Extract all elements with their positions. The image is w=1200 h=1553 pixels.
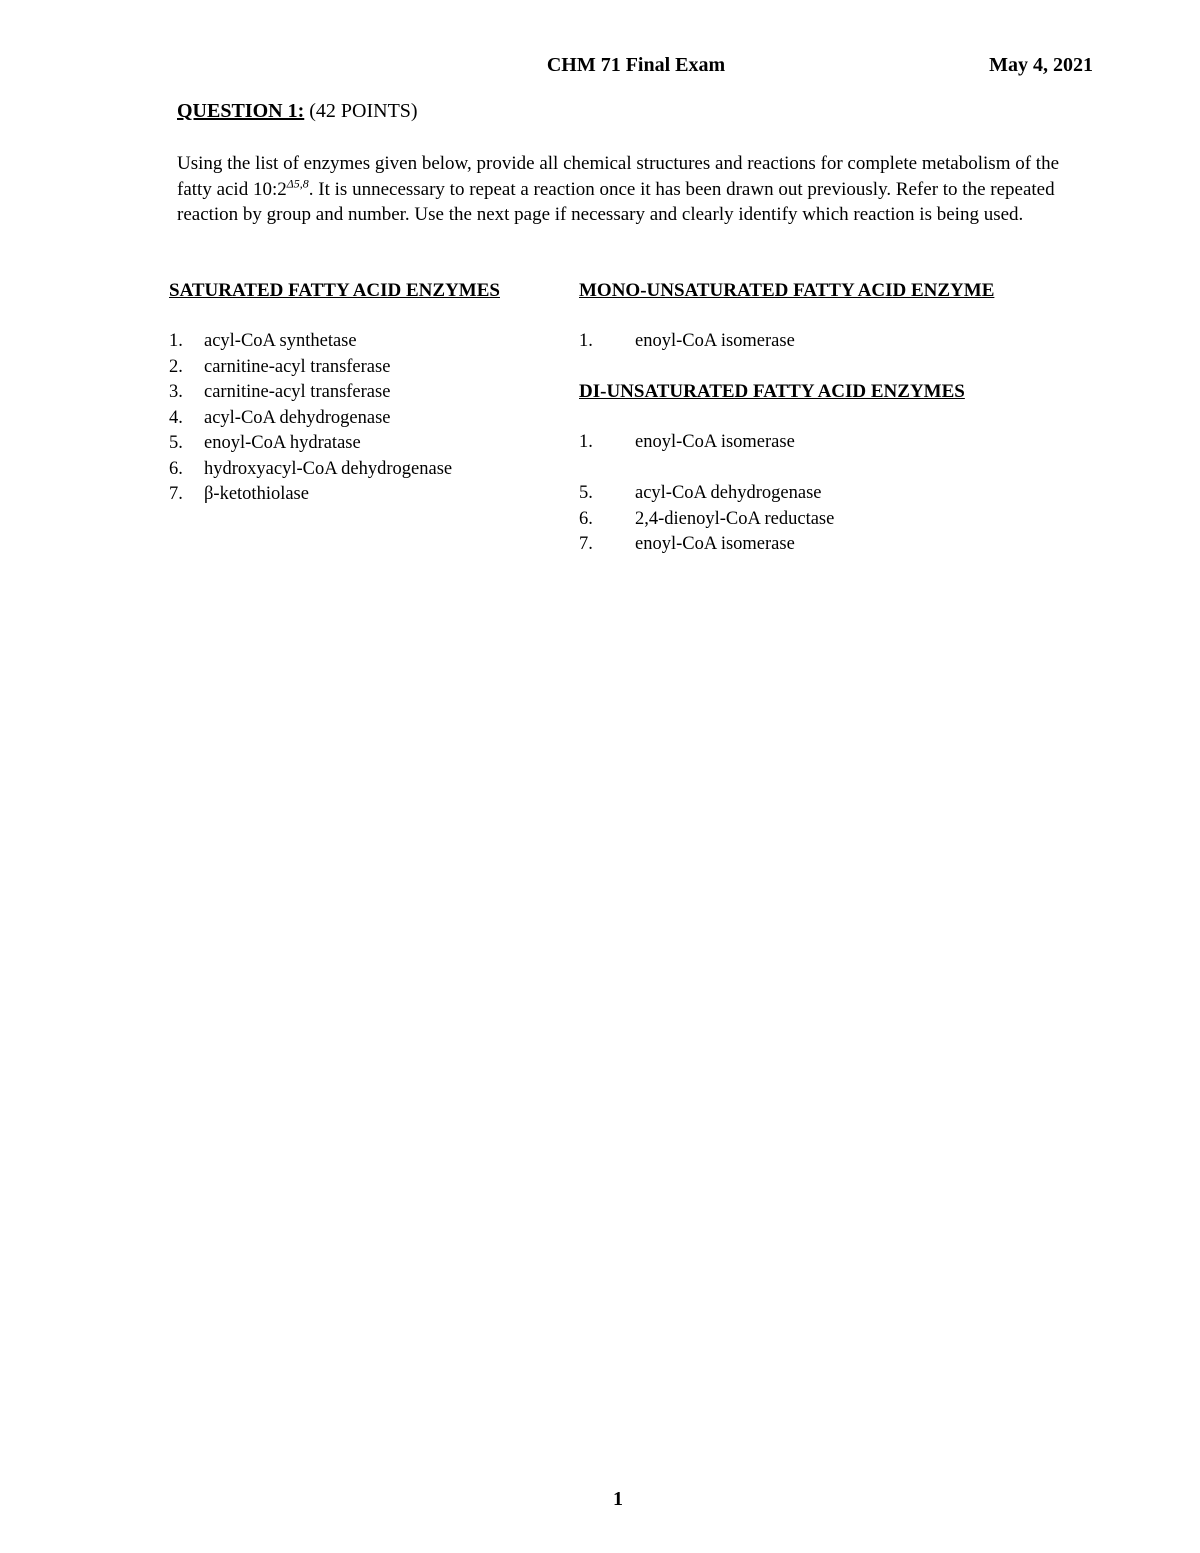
item-number: 1. — [579, 432, 593, 452]
enzyme-name: carnitine-acyl transferase — [204, 382, 391, 402]
question-points: (42 POINTS) — [309, 100, 418, 122]
di-unsaturated-enzyme-list — [579, 430, 999, 558]
list-item — [579, 532, 999, 558]
list-item — [169, 355, 549, 381]
enzyme-name: carnitine-acyl transferase — [204, 356, 391, 377]
question-instructions — [177, 151, 1067, 228]
list-item — [579, 507, 999, 533]
item-number: 6. — [579, 508, 593, 529]
instructions-text-before: Using the list of enzymes given below, provide all chemical structures and reactions for complete metabolism of the fatty acid 10:2 — [177, 153, 1060, 200]
item-number: 5. — [579, 483, 593, 503]
delta-superscript: Δ5,8 — [286, 176, 309, 191]
enzyme-name: acyl-CoA dehydrogenase — [635, 483, 822, 503]
question-heading — [177, 100, 418, 123]
list-item — [169, 482, 549, 508]
list-item — [579, 481, 999, 507]
enzyme-name: enoyl-CoA isomerase — [635, 331, 795, 351]
item-number: 3. — [169, 382, 183, 402]
list-item — [169, 380, 549, 406]
item-number: 2. — [169, 356, 183, 377]
item-number: 5. — [169, 433, 183, 453]
list-item — [579, 430, 999, 456]
list-item — [169, 406, 549, 432]
exam-title: CHM 71 Final Exam — [546, 54, 726, 76]
enzyme-name: acyl-CoA dehydrogenase — [204, 407, 391, 428]
item-number: 1. — [579, 331, 593, 351]
list-item — [169, 431, 549, 457]
item-number: 1. — [169, 331, 183, 351]
mono-unsaturated-enzyme-list — [579, 329, 999, 355]
saturated-enzyme-list — [169, 329, 549, 508]
enzyme-name: hydroxyacyl-CoA dehydrogenase — [204, 458, 453, 479]
exam-date: May 4, 2021 — [989, 54, 1093, 76]
list-item — [579, 329, 999, 355]
enzyme-name: enoyl-CoA isomerase — [635, 534, 795, 554]
enzyme-name: 2,4-dienoyl-CoA reductase — [635, 508, 835, 529]
item-number: 7. — [579, 534, 593, 554]
instructions-text-after: . It is unnecessary to repeat a reaction once it has been drawn out previously. Refer to the repeated reaction by group and number. Use the next page if necessary and clearly identify which reaction is being used. — [177, 178, 1055, 226]
enzyme-name: β-ketothiolase — [204, 484, 309, 504]
item-number: 6. — [169, 458, 183, 479]
list-item — [169, 329, 549, 355]
enzyme-name: acyl-CoA synthetase — [204, 331, 357, 351]
list-item — [169, 457, 549, 483]
list-gap — [579, 456, 999, 482]
item-number: 4. — [169, 407, 183, 428]
enzyme-name: enoyl-CoA isomerase — [635, 432, 795, 452]
item-number: 7. — [169, 484, 183, 504]
question-label: QUESTION 1: — [177, 100, 305, 122]
mono-unsaturated-heading: MONO-UNSATURATED FATTY ACID ENZYME — [579, 280, 995, 301]
di-unsaturated-heading: DI-UNSATURATED FATTY ACID ENZYMES — [579, 381, 965, 402]
page-number: 1 — [613, 1488, 623, 1510]
saturated-heading: SATURATED FATTY ACID ENZYMES — [169, 280, 500, 301]
enzyme-name: enoyl-CoA hydratase — [204, 433, 361, 453]
